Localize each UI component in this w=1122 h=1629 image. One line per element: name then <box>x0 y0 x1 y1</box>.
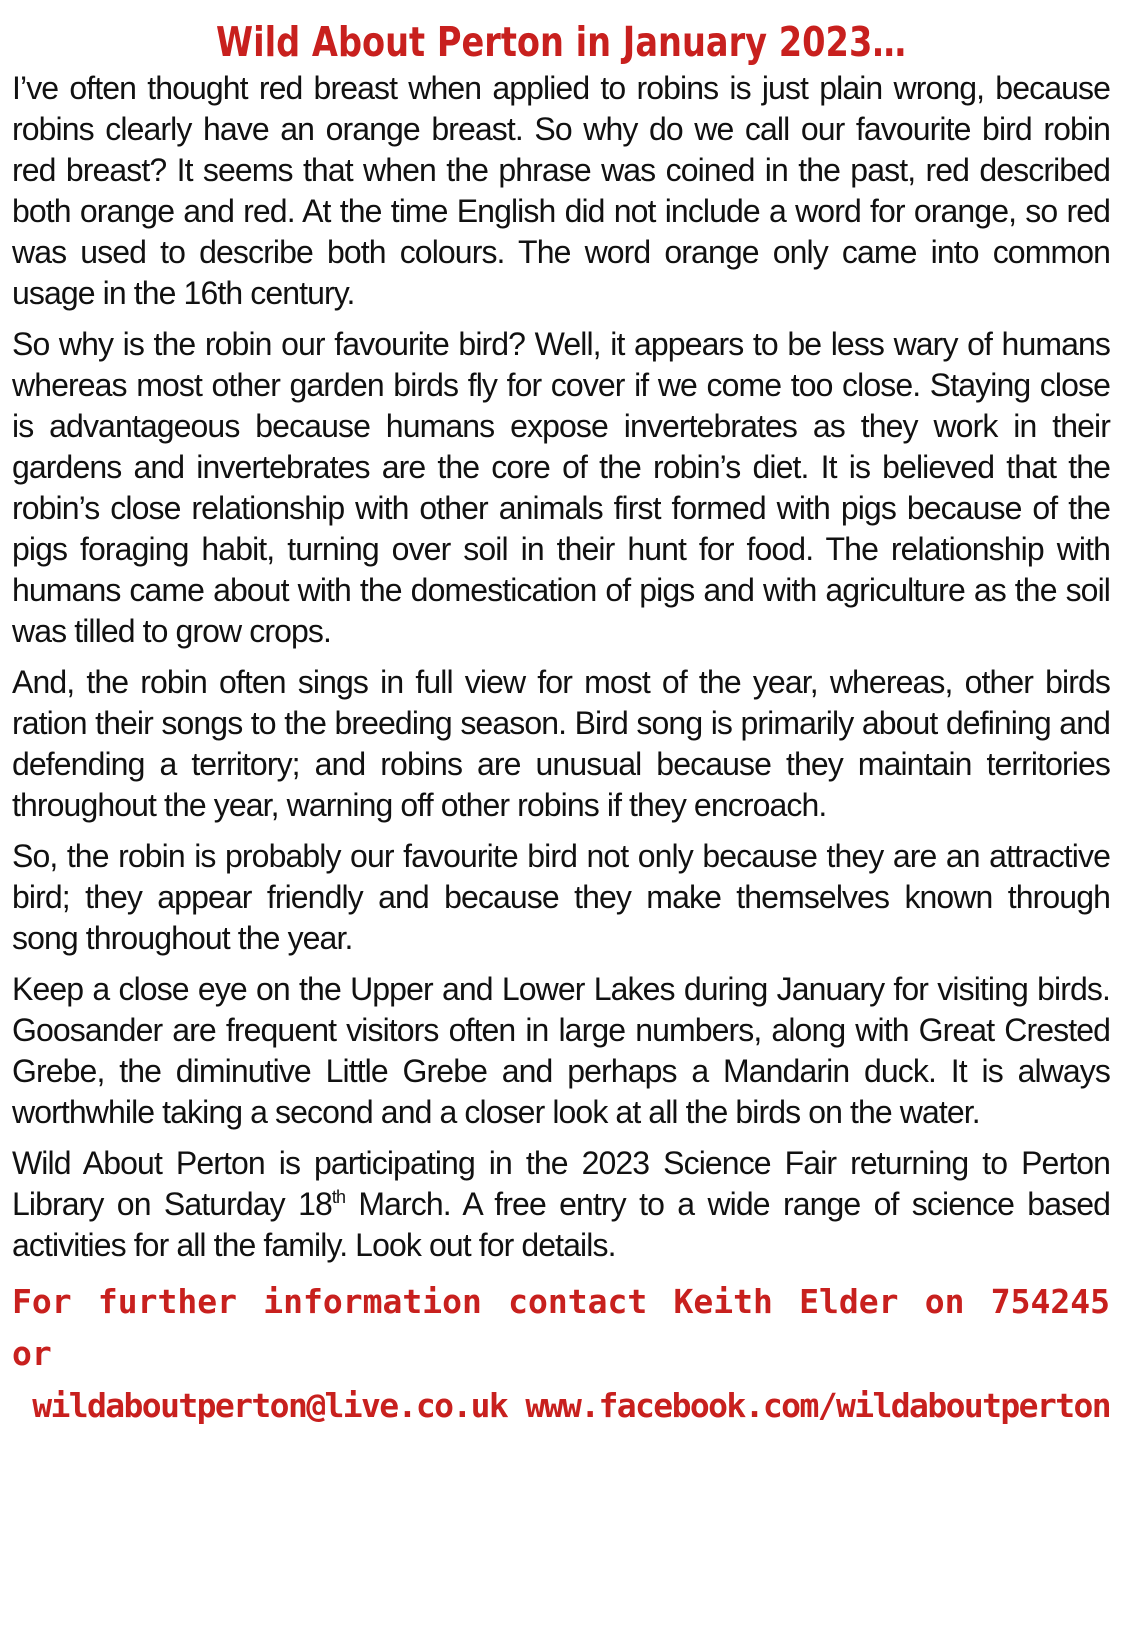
paragraph-robin-colour: I’ve often thought red breast when applied to robins is just plain wrong, because robins clearly have an orange breast. So why do we call our favourite bird robin red breast? It seems that when the phrase was coined in the past, red described both orange and red. At the time English did not include a word for orange, so red was used to describe both colours. The word orange only came into common usage in the 16th century. <box>12 70 1110 311</box>
paragraph-robin-song: And, the robin often sings in full view for most of the year, whereas, other birds ration their songs to the breeding season. Bird song is primarily about defining and defending a territory; and robins are unusual because they maintain territories throughout the year, warning off other robins if they encroach. <box>12 664 1110 823</box>
contact-links[interactable]: wildaboutperton@live.co.uk www.facebook.com/wildaboutperton <box>32 1386 1110 1425</box>
science-fair-text-end: March. A free entry to a wide range of science based activities for all the family. Look out for details. <box>12 1186 1110 1263</box>
date-ordinal-suffix: th <box>331 1187 346 1207</box>
contact-footer <box>12 1276 1110 1432</box>
paragraph-conclusion: So, the robin is probably our favourite bird not only because they are an attractive bird; they appear friendly and because they make themselves known through song throughout the year. <box>12 838 1110 956</box>
page-title: Wild About Perton in January 2023… <box>216 18 906 66</box>
paragraph-lakes: Keep a close eye on the Upper and Lower Lakes during January for visiting birds. Goosander are frequent visitors often in large numbers, along with Great Crested Grebe, the diminutive Little Grebe and perhaps a Mandarin duck. It is always worthwhile taking a second and a closer look at all the birds on the water. <box>12 971 1110 1130</box>
contact-line: For further information contact Keith Elder on 754245 or <box>12 1282 1110 1373</box>
paragraph-favourite-bird: So why is the robin our favourite bird? Well, it appears to be less wary of humans whereas most other garden birds fly for cover if we come too close. Staying close is advantageous because humans expose invertebrates as they work in their gardens and invertebrates are the core of the robin’s diet. It is believed that the robin’s close relationship with other animals first formed with pigs because of the pigs foraging habit, turning over soil in their hunt for food. The relationship with humans came about with the domestication of pigs and with agriculture as the soil was tilled to grow crops. <box>12 326 1110 649</box>
paragraph-science-fair <box>12 1143 1110 1266</box>
science-fair-text-start: Wild About Perton is participating in the 2023 Science Fair returning to Perton Library on Saturday 18 <box>12 1145 1110 1222</box>
